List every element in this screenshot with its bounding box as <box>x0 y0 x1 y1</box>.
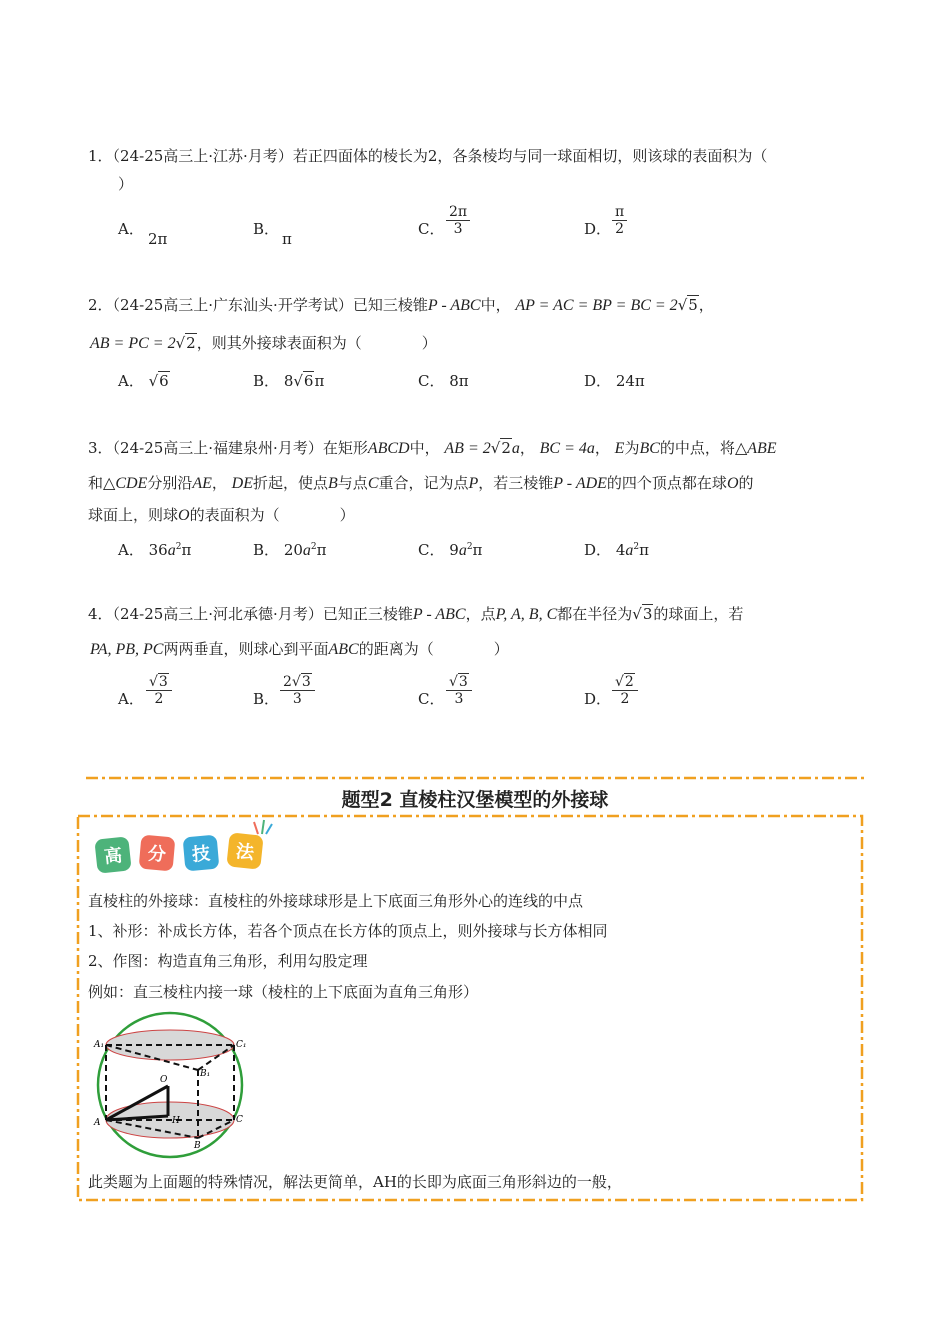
label-a1: A₁ <box>94 1040 105 1050</box>
prism-sphere-figure <box>88 1010 258 1160</box>
label-o: O <box>160 1075 168 1085</box>
section-p2: 1、补形：补成长方体，若各个顶点在长方体的顶点上，则外接球与长方体相同 <box>88 922 608 940</box>
label-a: A <box>94 1118 101 1128</box>
q1-text: 1．（24-25高三上·江苏·月考）若正四面体的棱长为2，各条棱均与同一球面相切，则该球的表面积为（ <box>88 147 768 165</box>
q4-option-c[interactable]: C． <box>418 690 445 708</box>
q4-option-b[interactable]: B． <box>253 690 280 708</box>
q4-option-d[interactable]: D． <box>584 690 612 708</box>
q3-line2: 和△CDE分别沿AE， DE折起，使点B与点C重合，记为点P，若三棱锥P - ADE的四个顶点都在球O的 <box>88 474 754 492</box>
q3-line3: 球面上，则球O的表面积为（ ） <box>88 506 355 524</box>
q3-option-a[interactable]: A． $36a^2\pi$ <box>118 541 192 559</box>
q3-option-d[interactable]: D． $4a^2\pi$ <box>584 541 649 559</box>
q2-option-d[interactable]: D． 24π <box>584 372 645 390</box>
label-h: H <box>172 1116 180 1126</box>
section-p3: 2、作图：构造直角三角形，利用勾股定理 <box>88 952 368 970</box>
q2-option-b[interactable]: B． 8√6π <box>253 372 325 390</box>
section-title: 题型2 直棱柱汉堡模型的外接球 <box>341 789 609 811</box>
q4-option-a[interactable]: A． <box>118 690 144 708</box>
section-p1: 直棱柱的外接球：直棱柱的外接球球形是上下底面三角形外心的连线的中点 <box>88 892 584 910</box>
q2-option-a[interactable]: A． √6 <box>118 372 169 390</box>
q4-option-a-fraction: $\frac{√3}{2}$ <box>146 674 172 707</box>
q3-line1: 3．（24-25高三上·福建泉州·月考）在矩形ABCD中， AB = 2√2a， BC = 4a， E为BC的中点，将△ABE <box>88 439 777 457</box>
q1-option-c-fraction: $\frac{2\pi}{3}$ <box>446 204 470 237</box>
badge-fen: 分 <box>139 835 176 872</box>
q1-option-a-value: 2π <box>148 230 168 248</box>
q1-option-c[interactable]: C． <box>418 220 445 238</box>
sparkle-icon <box>250 816 274 836</box>
section-p4: 例如：直三棱柱内接一球（棱柱的上下底面为直角三角形） <box>88 983 479 1001</box>
q1-option-a[interactable]: A． <box>118 220 144 238</box>
badge-gao: 高 <box>94 836 131 873</box>
q3-option-c[interactable]: C． $9a^2\pi$ <box>418 541 483 559</box>
label-c1: C₁ <box>236 1040 247 1050</box>
q4-line1: 4．（24-25高三上·河北承德·月考）已知正三棱锥P - ABC，点P, A, B, C都在半径为√3的球面上，若 <box>88 605 744 623</box>
q1-option-d[interactable]: D． <box>584 220 612 238</box>
q3-option-b[interactable]: B． $20a^2\pi$ <box>253 541 327 559</box>
q2-line1: 2．（24-25高三上·广东汕头·开学考试）已知三棱锥P - ABC中， AP = AC = BP = BC = 2√5， <box>88 296 714 314</box>
label-b: B <box>194 1141 201 1151</box>
q4-option-c-fraction: $\frac{√3}{3}$ <box>446 674 472 707</box>
q1-option-b[interactable]: B． <box>253 220 280 238</box>
badge-ji: 技 <box>183 835 220 872</box>
label-b1: B₁ <box>200 1069 211 1079</box>
q4-option-d-fraction: $\frac{√2}{2}$ <box>612 674 638 707</box>
label-c: C <box>236 1115 243 1125</box>
q1-option-b-value: π <box>282 230 292 248</box>
q2-line2: AB = PC = 2√2，则其外接球表面积为（ ） <box>90 334 437 352</box>
q1-option-d-fraction: $\frac{\pi}{2}$ <box>612 204 627 237</box>
q4-line2: PA, PB, PC两两垂直，则球心到平面ABC的距离为（ ） <box>90 640 509 658</box>
badge-fa: 法 <box>226 832 263 869</box>
section-p5: 此类题为上面题的特殊情况，解法更简单，AH的长即为底面三角形斜边的一般， <box>88 1173 622 1191</box>
q2-option-c[interactable]: C． 8π <box>418 372 469 390</box>
q4-option-b-fraction: $\frac{2√3}{3}$ <box>280 674 315 707</box>
q1-close: ） <box>118 175 134 193</box>
